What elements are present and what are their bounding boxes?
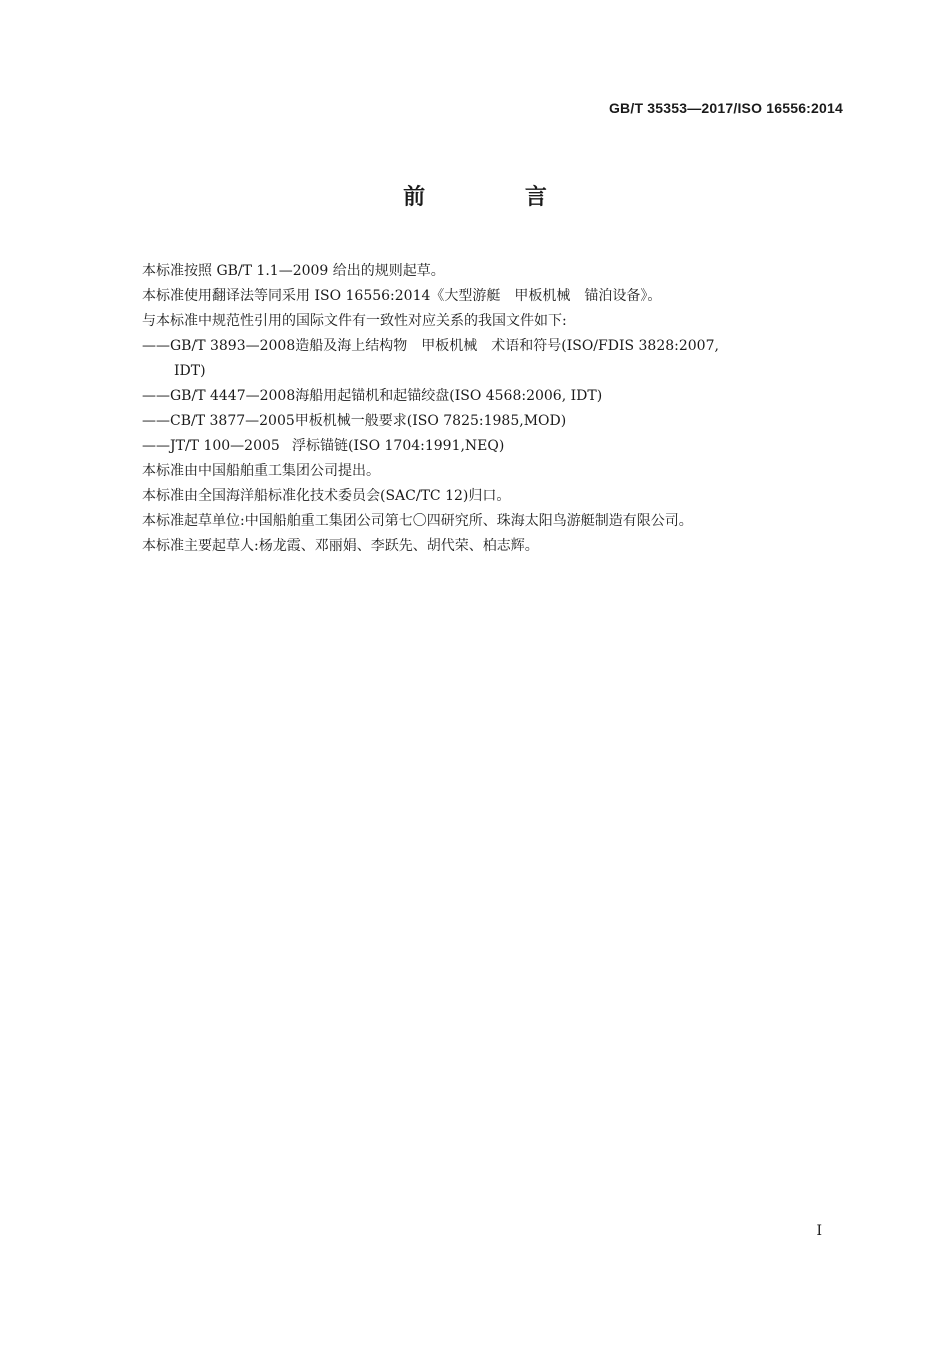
page-title: 前 言 [403,185,593,210]
paragraph-references-intro: 与本标准中规范性引用的国际文件有一致性对应关系的我国文件如下: [142,313,567,329]
reference-title: 浮标锚链(ISO 1704:1991,NEQ) [292,438,505,454]
reference-code: ——JT/T 100—2005 [142,438,280,454]
paragraph-adoption: 本标准使用翻译法等同采用 ISO 16556:2014《大型游艇 甲板机械 锚泊设备》。 [142,288,662,304]
reference-item-1-continuation: IDT) [174,363,206,379]
reference-code: ——CB/T 3877—2005 [142,413,295,429]
reference-code: ——GB/T 4447—2008 [142,388,296,404]
reference-item-4 [142,434,844,459]
reference-code: ——GB/T 3893—2008 [142,338,296,354]
reference-title: 造船及海上结构物 甲板机械 术语和符号(ISO/FDIS 3828:2007, [295,338,719,354]
reference-item-3 [142,409,844,434]
paragraph-drafters: 本标准主要起草人:杨龙霞、邓丽娟、李跃先、胡代荣、柏志辉。 [142,538,539,554]
standard-code-header: GB/T 35353—2017/ISO 16556:2014 [608,100,843,116]
reference-title: 海船用起锚机和起锚绞盘(ISO 4568:2006, IDT) [295,388,603,404]
reference-item-1 [142,334,844,359]
reference-title: 甲板机械一般要求(ISO 7825:1985,MOD) [294,413,567,429]
paragraph-proposer: 本标准由中国船舶重工集团公司提出。 [142,463,380,479]
page-number: I [816,1223,822,1239]
foreword-body [142,259,844,559]
paragraph-technical-committee: 本标准由全国海洋船标准化技术委员会(SAC/TC 12)归口。 [142,488,511,504]
paragraph-drafting-rules: 本标准按照 GB/T 1.1—2009 给出的规则起草。 [142,263,445,279]
paragraph-drafting-units: 本标准起草单位:中国船舶重工集团公司第七〇四研究所、珠海太阳鸟游艇制造有限公司。 [142,513,693,529]
reference-item-2 [142,384,844,409]
